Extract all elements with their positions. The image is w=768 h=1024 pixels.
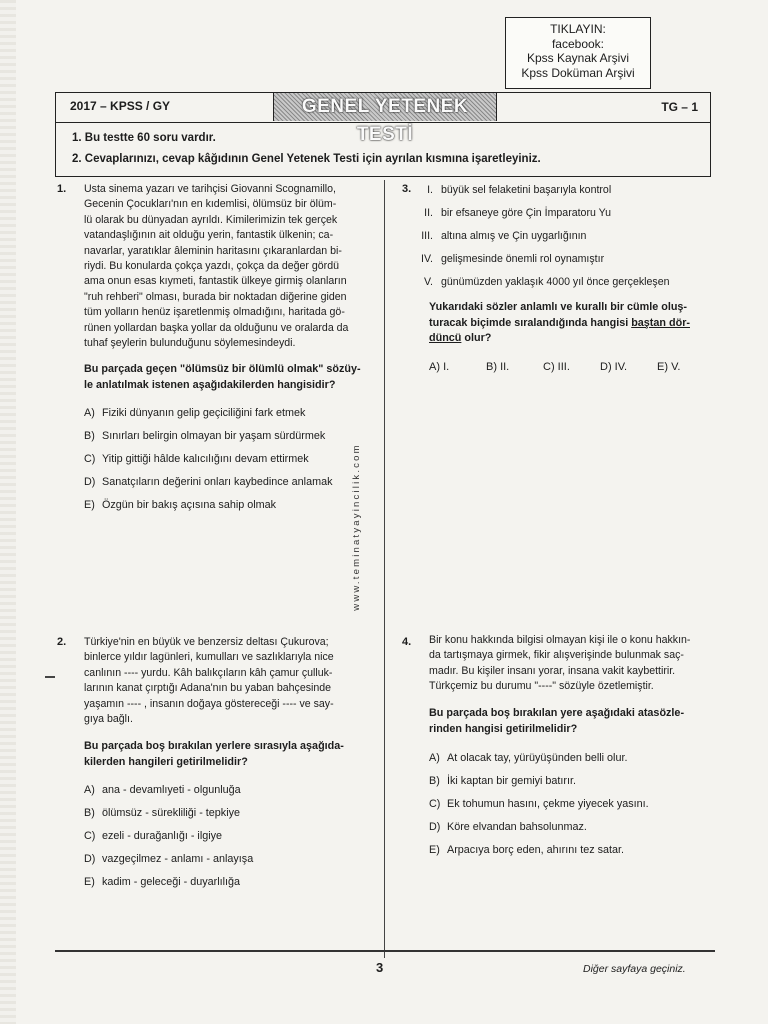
question-4-option-e[interactable] bbox=[429, 844, 624, 856]
promo-line: facebook: bbox=[551, 36, 605, 51]
paragraph-line: tuhaf şeylerin bulunduğunu söylemesindeydi. bbox=[84, 336, 296, 349]
option-letter: A) bbox=[429, 752, 440, 764]
question-1-option-b[interactable] bbox=[84, 430, 325, 442]
question-2-stem bbox=[84, 739, 344, 770]
question-1-option-e[interactable] bbox=[84, 499, 276, 511]
option-text: ölümsüz - sürekliliği - tepkiye bbox=[102, 807, 241, 819]
scan-edge bbox=[0, 0, 16, 1024]
stem-line: Yukarıdaki sözler anlamlı ve kurallı bir cümle oluş- bbox=[429, 301, 688, 313]
test-title: GENEL YETENEK TESTİ bbox=[273, 93, 497, 121]
option-letter: A) bbox=[84, 407, 95, 419]
paragraph-line: yaşamın ---- , insanın doğaya göstereceği ---- ve say- bbox=[84, 697, 334, 710]
paragraph-line: ama onun esas kıymeti, fantastik ülkeye girmiş olanların bbox=[84, 275, 347, 288]
option-letter: E) bbox=[84, 876, 95, 888]
question-2-paragraph bbox=[84, 635, 334, 727]
option-letter: D) bbox=[600, 361, 612, 373]
option-letter: D) bbox=[84, 853, 96, 865]
promo-line: Kpss Doküman Arşivi bbox=[521, 65, 635, 80]
paragraph-line: Usta sinema yazarı ve tarihçisi Giovanni Scognamillo, bbox=[84, 183, 336, 195]
option-text: I. bbox=[443, 361, 450, 373]
question-4-stem bbox=[429, 706, 684, 737]
stem-text: olur? bbox=[461, 332, 492, 344]
page-number: 3 bbox=[376, 960, 384, 975]
option-text: Fiziki dünyanın gelip geçiciliğini fark etmek bbox=[102, 407, 306, 419]
question-4-option-d[interactable] bbox=[429, 821, 587, 833]
option-letter: B) bbox=[84, 430, 95, 442]
paragraph-line: vatandaşlığının ait olduğu yerin, fantastik ülkenin; ca- bbox=[84, 229, 334, 242]
question-4-option-c[interactable] bbox=[429, 798, 649, 810]
option-letter: C) bbox=[84, 453, 96, 465]
paragraph-line: madır. Bu kişiler insanı yorar, insana vakit kaybettirir. bbox=[429, 664, 676, 677]
stem-line: Bu parçada boş bırakılan yerlere sırasıyla aşağıda- bbox=[84, 740, 344, 752]
question-3-number: 3. bbox=[402, 183, 412, 195]
option-letter: A) bbox=[84, 784, 95, 796]
stem-line: kilerden hangileri getirilmelidir? bbox=[84, 755, 248, 768]
paragraph-line: gıya bağlı. bbox=[84, 712, 133, 725]
instruction-2: 2. Cevaplarınızı, cevap kâğıdının Genel Yetenek Testi için ayrılan kısmına işaretleyiniz. bbox=[72, 153, 541, 165]
option-text: ezeli - durağanlığı - ilgiye bbox=[102, 830, 223, 842]
question-2-option-b[interactable] bbox=[84, 807, 240, 819]
question-1-stem bbox=[84, 362, 361, 393]
option-text: Özgün bir bakış açısına sahip olmak bbox=[102, 499, 277, 511]
question-1-number: 1. bbox=[57, 183, 67, 195]
stem-line bbox=[429, 331, 690, 347]
stem-line bbox=[429, 316, 690, 332]
option-text: IV. bbox=[614, 361, 628, 373]
paragraph-line: Türkçemiz bu durumu "----" sözüyle özetlemiştir. bbox=[429, 680, 654, 693]
option-text: V. bbox=[671, 361, 681, 373]
question-1-paragraph bbox=[84, 182, 348, 351]
option-letter: D) bbox=[429, 821, 441, 833]
statement-text: gelişmesinde önemli rol oynamıştır bbox=[441, 253, 605, 265]
paragraph-line: larının kanat çırptığı Adana'nın bu yaban bahçesinde bbox=[84, 682, 332, 695]
statement-numeral: II. bbox=[424, 207, 433, 219]
option-letter: A) bbox=[429, 361, 440, 373]
option-text: Sınırları belirgin olmayan bir yaşam sürdürmek bbox=[102, 430, 326, 442]
stem-line: le anlatılmak istenen aşağıdakilerden hangisidir? bbox=[84, 378, 336, 391]
statement-text: büyük sel felaketini başarıyla kontrol bbox=[441, 184, 612, 196]
paragraph-line: tüm yolların henüz işaretlenmiş olmadığını, haritada gö- bbox=[84, 306, 345, 319]
question-3-option-d[interactable] bbox=[600, 361, 627, 373]
option-text: III. bbox=[557, 361, 570, 373]
question-4-option-b[interactable] bbox=[429, 775, 576, 787]
question-4-paragraph bbox=[429, 633, 690, 695]
margin-mark bbox=[45, 676, 55, 678]
statement-text: bir efsaneye göre Çin İmparatoru Yu bbox=[441, 207, 611, 219]
option-text: Yitip gittiği hâlde kalıcılığını devam ettirmek bbox=[102, 453, 309, 465]
question-2-option-d[interactable] bbox=[84, 853, 253, 865]
statement-text: altına almış ve Çin uygarlığının bbox=[441, 230, 587, 242]
question-2-option-c[interactable] bbox=[84, 830, 222, 842]
option-letter: B) bbox=[429, 775, 440, 787]
option-text: kadim - geleceği - duyarlılığa bbox=[102, 876, 241, 888]
option-text: vazgeçilmez - anlamı - anlayışa bbox=[102, 853, 254, 865]
option-letter: E) bbox=[84, 499, 95, 511]
option-text: Arpacıya borç eden, ahırını tez satar. bbox=[447, 844, 625, 856]
footer-rule bbox=[55, 950, 715, 952]
option-letter: D) bbox=[84, 476, 96, 488]
paragraph-line: Gecenin Çocukları'nın en kıdemlisi, ölümsüz bir ölüm- bbox=[84, 198, 337, 211]
publisher-watermark: www.teminatyayincilik.com bbox=[351, 443, 362, 611]
question-1-option-c[interactable] bbox=[84, 453, 309, 465]
statement-4 bbox=[411, 253, 604, 265]
stem-line: Bu parçada geçen "ölümsüz bir ölümlü olmak" sözüy- bbox=[84, 363, 361, 375]
option-text: II. bbox=[500, 361, 510, 373]
option-text: Sanatçıların değerini onları kaybedince anlamak bbox=[102, 476, 333, 488]
exam-id: 2017 – KPSS / GY bbox=[70, 99, 171, 113]
question-3-option-a[interactable] bbox=[429, 361, 449, 373]
question-3-option-b[interactable] bbox=[486, 361, 509, 373]
question-4-number: 4. bbox=[402, 636, 412, 648]
option-letter: B) bbox=[84, 807, 95, 819]
test-code: TG – 1 bbox=[661, 100, 698, 114]
stem-line: rinden hangisi getirilmelidir? bbox=[429, 722, 578, 735]
paragraph-line: riydi. Bu konularda çokça yazdı, çokça da değer gördü bbox=[84, 259, 339, 272]
option-letter: B) bbox=[486, 361, 497, 373]
statement-2 bbox=[411, 207, 611, 219]
option-letter: C) bbox=[429, 798, 441, 810]
paragraph-line: binlerce yıldır lagünleri, kumulları ve sazlıklarıyla nice bbox=[84, 651, 334, 664]
paragraph-line: canlının ---- yurdu. Kâh balıkçıların kâh çamur çulluk- bbox=[84, 666, 333, 679]
statement-numeral: IV. bbox=[421, 253, 433, 265]
statement-text: günümüzden yaklaşık 4000 yıl önce gerçekleşen bbox=[441, 276, 670, 288]
instructions-box bbox=[55, 122, 711, 177]
option-letter: C) bbox=[543, 361, 555, 373]
statement-1 bbox=[411, 184, 611, 196]
instruction-1: 1. Bu testte 60 soru vardır. bbox=[72, 132, 216, 144]
promo-line: TIKLAYIN: bbox=[550, 22, 606, 36]
question-3-stem bbox=[429, 300, 690, 347]
statement-numeral: V. bbox=[423, 276, 433, 288]
question-1-option-d[interactable] bbox=[84, 476, 332, 488]
question-2-option-e[interactable] bbox=[84, 876, 240, 888]
stem-text: turacak biçimde sıralandığında hangisi bbox=[429, 316, 632, 329]
stem-underlined: baştan dör- bbox=[631, 316, 690, 329]
option-letter: E) bbox=[657, 361, 668, 373]
next-page-note: Diğer sayfaya geçiniz. bbox=[583, 963, 686, 975]
option-text: Ek tohumun hasını, çekme yiyecek yasını. bbox=[447, 798, 649, 810]
statement-numeral: III. bbox=[421, 230, 433, 242]
option-text: Köre elvandan bahsolunmaz. bbox=[447, 821, 587, 833]
paragraph-line: navarlar, yaratıklar âleminin haritasını çıkaranlardan bi- bbox=[84, 244, 342, 257]
paragraph-line: da tartışmaya girmek, fikir alışverişinde bulunmak saç- bbox=[429, 649, 684, 662]
paragraph-line: Türkiye'nin en büyük ve benzersiz deltası Çukurova; bbox=[84, 636, 329, 648]
option-letter: C) bbox=[84, 830, 96, 842]
question-3-option-c[interactable] bbox=[543, 361, 570, 373]
question-3-option-e[interactable] bbox=[657, 361, 680, 373]
question-2-option-a[interactable] bbox=[84, 784, 241, 796]
promo-line: Kpss Kaynak Arşivi bbox=[526, 51, 630, 65]
column-divider bbox=[384, 180, 385, 958]
option-text: İki kaptan bir gemiyi batırır. bbox=[447, 775, 577, 787]
paragraph-line: rünen yollardan başka yollar da olduğunu ve oralarda da bbox=[84, 321, 349, 334]
stem-underlined: düncü bbox=[429, 332, 462, 344]
question-4-option-a[interactable] bbox=[429, 752, 627, 764]
paragraph-line: lü olarak bu dünyadan ayrıldı. Kimilerimizin tek gerçek bbox=[84, 213, 338, 226]
statement-numeral: I. bbox=[427, 184, 433, 196]
option-letter: E) bbox=[429, 844, 440, 856]
option-text: ana - devamlıyeti - olgunluğa bbox=[102, 784, 241, 796]
promo-box[interactable] bbox=[505, 17, 651, 89]
paragraph-line: "ruh rehberi" olması, burada bir noktadan diğerine giden bbox=[84, 290, 347, 303]
option-text: At olacak tay, yürüyüşünden belli olur. bbox=[447, 752, 628, 764]
question-2-number: 2. bbox=[57, 636, 67, 648]
stem-line: Bu parçada boş bırakılan yere aşağıdaki atasözle- bbox=[429, 707, 685, 719]
question-1-option-a[interactable] bbox=[84, 407, 305, 419]
statement-3 bbox=[411, 230, 586, 242]
statement-5 bbox=[411, 276, 670, 288]
paragraph-line: Bir konu hakkında bilgisi olmayan kişi ile o konu hakkın- bbox=[429, 634, 691, 646]
